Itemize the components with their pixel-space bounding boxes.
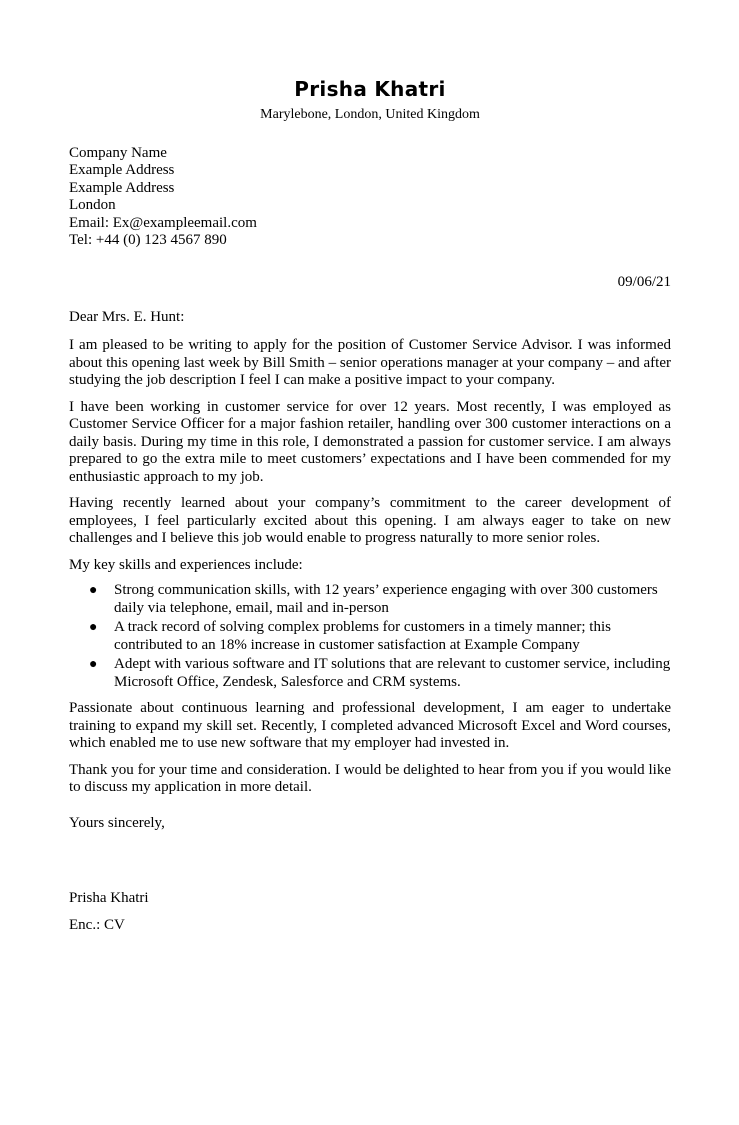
body-paragraph-thanks: Thank you for your time and consideration. I would be delighted to hear from you if you would like to discuss my application in more detail.: [69, 761, 671, 796]
recipient-phone: Tel: +44 (0) 123 4567 890: [69, 231, 227, 248]
enclosure-note: Enc.: CV: [69, 916, 125, 933]
body-paragraph-learning: Passionate about continuous learning and professional development, I am eager to undertake training to expand my skill set. Recently, I completed advanced Microsoft Excel and Word courses, which enabled me to use new software that my employer had invested in.: [69, 700, 671, 752]
body-paragraph-intro: I am pleased to be writing to apply for the position of Customer Service Advisor. I was informed about this opening last week by Bill Smith – senior operations manager at your company – and after studying the job description I feel I can make a positive impact to your company.: [69, 337, 671, 389]
recipient-city: London: [69, 197, 116, 214]
skill-text: A track record of solving complex problems for customers in a timely manner; this contributed to an 18% increase in customer satisfaction at Example Company: [114, 619, 611, 653]
cover-letter-page: [0, 77, 739, 1125]
skills-list-item: [89, 656, 671, 691]
skills-list: [69, 582, 671, 691]
skills-list-item: [89, 582, 671, 617]
recipient-address-line-2: Example Address: [69, 179, 175, 196]
recipient-address-line-1: Example Address: [69, 162, 175, 179]
salutation: Dear Mrs. E. Hunt:: [69, 308, 185, 325]
skills-list-item: [89, 619, 671, 654]
complimentary-close: Yours sincerely,: [69, 814, 165, 831]
letter-date: 09/06/21: [617, 274, 671, 291]
applicant-location: Marylebone, London, United Kingdom: [260, 107, 480, 122]
recipient-company: Company Name: [69, 145, 167, 161]
skill-text: Adept with various software and IT solutions that are relevant to customer service, including Microsoft Office, Zendesk, Salesforce and CRM systems.: [114, 656, 671, 690]
bullet-icon: ●: [89, 657, 98, 673]
applicant-name: Prisha Khatri: [294, 77, 446, 101]
recipient-address: [69, 145, 671, 249]
signature-name: Prisha Khatri: [69, 890, 149, 907]
body-paragraph-motivation: Having recently learned about your company’s commitment to the career development of employees, I feel particularly excited about this opening. I am always eager to take on new challenges and I believe this job would enable to progress naturally to more senior roles.: [69, 495, 671, 547]
recipient-email: Email: Ex@exampleemail.com: [69, 214, 257, 231]
bullet-icon: ●: [89, 620, 98, 636]
skills-intro: My key skills and experiences include:: [69, 556, 303, 573]
body-paragraph-experience: I have been working in customer service for over 12 years. Most recently, I was employed as Customer Service Officer for a major fashion retailer, handling over 300 customer interactions on a daily basis. During my time in this role, I demonstrated a passion for customer service. I am always prepared to go the extra mile to meet customers’ expectations and I have been commended for my enthusiastic approach to my job.: [69, 398, 671, 485]
skill-text: Strong communication skills, with 12 years’ experience engaging with over 300 customers daily via telephone, email, mail and in-person: [114, 582, 658, 616]
bullet-icon: ●: [89, 583, 98, 599]
